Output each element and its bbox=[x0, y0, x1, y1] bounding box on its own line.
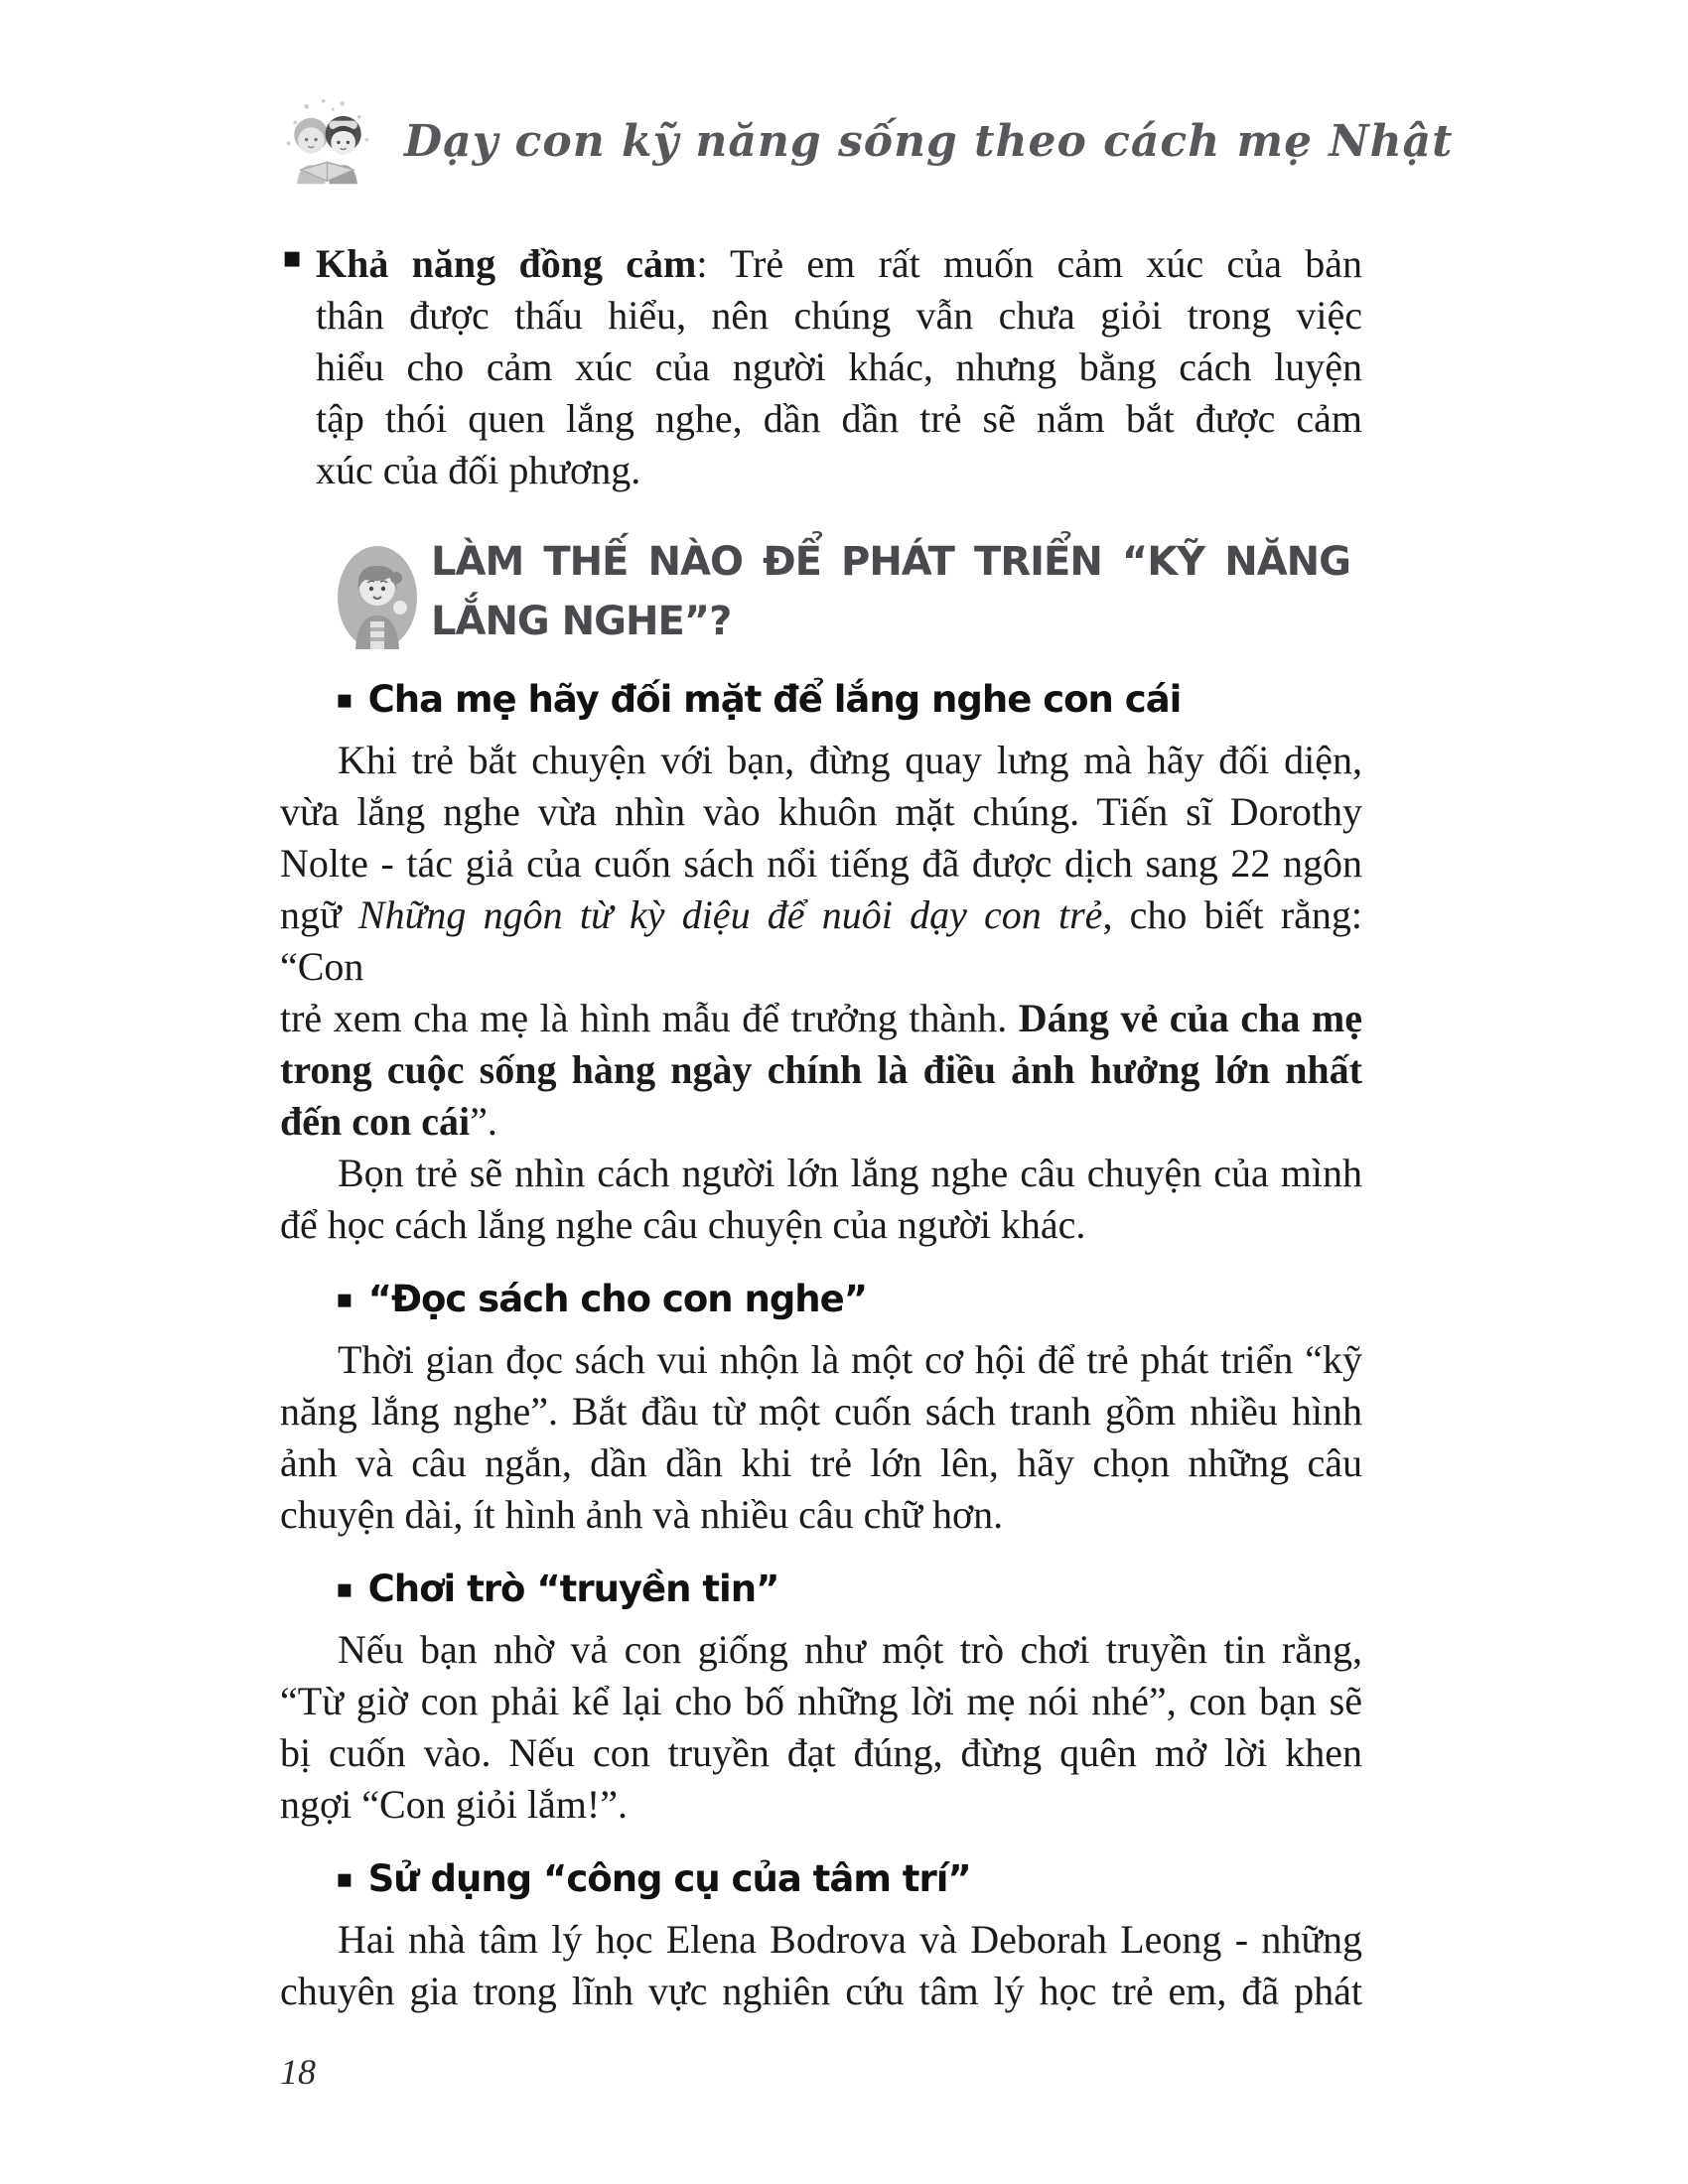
text-line bbox=[316, 393, 1362, 445]
paragraph bbox=[280, 1334, 1362, 1541]
text-segment: Nếu bạn nhờ vả con giống như một trò chơi truyền tin rằng, bbox=[338, 1627, 1362, 1672]
section-heading-block bbox=[338, 532, 1362, 651]
text-segment: Những ngôn từ kỳ diệu để nuôi dạy con trẻ bbox=[357, 892, 1103, 937]
text-line bbox=[280, 993, 1362, 1044]
square-bullet-icon: ▪ bbox=[336, 1864, 352, 1894]
text-line bbox=[280, 838, 1362, 889]
text-segment: Bọn trẻ sẽ nhìn cách người lớn lắng nghe câu chuyện của mình bbox=[338, 1151, 1362, 1195]
bullet-paragraph bbox=[280, 238, 1362, 496]
text-segment: hiểu cho cảm xúc của người khác, nhưng bằng cách luyện bbox=[316, 344, 1362, 389]
text-segment: Khi trẻ bắt chuyện với bạn, đừng quay lưng mà hãy đối diện, bbox=[338, 738, 1362, 782]
page-header bbox=[280, 94, 1454, 189]
text-segment: trong cuộc sống hàng ngày chính là điều ảnh hưởng lớn nhất bbox=[280, 1047, 1362, 1092]
text-line bbox=[280, 1199, 1362, 1251]
text-line bbox=[280, 1727, 1362, 1779]
text-line bbox=[280, 1044, 1362, 1096]
subsection-heading-text: Cha mẹ hãy đối mặt để lắng nghe con cái bbox=[367, 678, 1182, 721]
square-bullet-icon: ▪ bbox=[282, 240, 303, 275]
text-line bbox=[280, 735, 1362, 786]
paragraph bbox=[280, 1914, 1362, 2017]
text-segment: Hai nhà tâm lý học Elena Bodrova và Deborah Leong - những bbox=[338, 1917, 1362, 1962]
subsection-heading bbox=[336, 1854, 1362, 1904]
text-line bbox=[280, 1148, 1362, 1199]
text-segment: bị cuốn vào. Nếu con truyền đạt đúng, đừng quên mở lời khen bbox=[280, 1730, 1362, 1775]
children-reading-icon bbox=[280, 94, 374, 189]
square-bullet-icon: ▪ bbox=[336, 1574, 352, 1604]
section-heading-line2: LẮNG NGHE”? bbox=[431, 599, 732, 644]
text-line bbox=[280, 889, 1362, 993]
text-line bbox=[316, 290, 1362, 341]
text-segment: Thời gian đọc sách vui nhộn là một cơ hội để trẻ phát triển “kỹ bbox=[338, 1337, 1362, 1382]
girl-avatar-icon bbox=[338, 546, 417, 649]
text-line bbox=[280, 786, 1362, 838]
text-segment: năng lắng nghe”. Bắt đầu từ một cuốn sách tranh gồm nhiều hình bbox=[280, 1389, 1362, 1433]
square-bullet-icon: ▪ bbox=[336, 1285, 352, 1314]
paragraph bbox=[280, 1624, 1362, 1831]
text-line bbox=[316, 445, 1362, 496]
text-segment: : Trẻ em rất muốn cảm xúc của bản bbox=[696, 241, 1363, 286]
text-segment: ngợi “Con giỏi lắm!”. bbox=[280, 1782, 628, 1827]
text-segment: ”. bbox=[470, 1099, 497, 1144]
text-line bbox=[280, 1676, 1362, 1727]
paragraph bbox=[280, 1148, 1362, 1251]
text-segment: xúc của đối phương. bbox=[316, 448, 641, 492]
section-heading bbox=[431, 532, 1350, 651]
text-line bbox=[316, 341, 1362, 393]
text-segment: chuyên gia trong lĩnh vực nghiên cứu tâm lý học trẻ em, đã phát bbox=[280, 1969, 1362, 2013]
page-number: 18 bbox=[280, 2052, 316, 2092]
text-line bbox=[280, 1334, 1362, 1386]
text-line bbox=[280, 1966, 1362, 2017]
text-line bbox=[280, 1779, 1362, 1831]
text-segment: trẻ xem cha mẹ là hình mẫu để trưởng thành. bbox=[280, 996, 1019, 1040]
text-line bbox=[316, 238, 1362, 290]
subsection-heading bbox=[336, 1565, 1362, 1614]
square-bullet-icon: ▪ bbox=[336, 685, 352, 715]
book-title: Dạy con kỹ năng sống theo cách mẹ Nhật bbox=[404, 116, 1454, 167]
text-segment: “Từ giờ con phải kể lại cho bố những lời mẹ nói nhé”, con bạn sẽ bbox=[280, 1679, 1362, 1723]
text-line bbox=[280, 1437, 1362, 1489]
paragraph bbox=[280, 735, 1362, 1148]
text-segment: tập thói quen lắng nghe, dần dần trẻ sẽ nắm bắt được cảm bbox=[316, 396, 1362, 441]
text-segment: Khả năng đồng cảm bbox=[316, 241, 697, 286]
text-line bbox=[280, 1624, 1362, 1676]
subsection-heading-text: “Đọc sách cho con nghe” bbox=[367, 1278, 868, 1320]
text-line bbox=[280, 1489, 1362, 1541]
text-line bbox=[280, 1386, 1362, 1437]
subsection-heading bbox=[336, 1275, 1362, 1324]
text-segment: thân được thấu hiểu, nên chúng vẫn chưa giỏi trong việc bbox=[316, 293, 1362, 338]
text-line bbox=[280, 1914, 1362, 1966]
subsection-heading-text: Chơi trò “truyền tin” bbox=[367, 1568, 779, 1610]
text-segment: đến con cái bbox=[280, 1099, 471, 1144]
text-segment: Nolte - tác giả của cuốn sách nổi tiếng đã được dịch sang 22 ngôn bbox=[280, 841, 1362, 886]
text-segment: ngữ bbox=[280, 892, 358, 937]
text-segment: chuyện dài, ít hình ảnh và nhiều câu chữ hơn. bbox=[280, 1492, 1004, 1537]
text-segment: Dáng vẻ của cha mẹ bbox=[1018, 996, 1362, 1040]
text-line bbox=[280, 1096, 1362, 1148]
main-blocks bbox=[280, 675, 1362, 2017]
text-segment: vừa lắng nghe vừa nhìn vào khuôn mặt chúng. Tiến sĩ Dorothy bbox=[280, 789, 1362, 834]
text-segment: ảnh và câu ngắn, dần dần khi trẻ lớn lên, hãy chọn những câu bbox=[280, 1440, 1362, 1485]
subsection-heading bbox=[336, 675, 1362, 725]
text-segment: , cho biết rằng: “Con bbox=[280, 892, 1363, 989]
intro-blocks bbox=[280, 238, 1362, 496]
section-heading-line1: LÀM THẾ NÀO ĐỂ PHÁT TRIỂN “KỸ NĂNG bbox=[431, 539, 1350, 585]
text-segment: để học cách lắng nghe câu chuyện của người khác. bbox=[280, 1202, 1086, 1247]
subsection-heading-text: Sử dụng “công cụ của tâm trí” bbox=[367, 1857, 971, 1900]
